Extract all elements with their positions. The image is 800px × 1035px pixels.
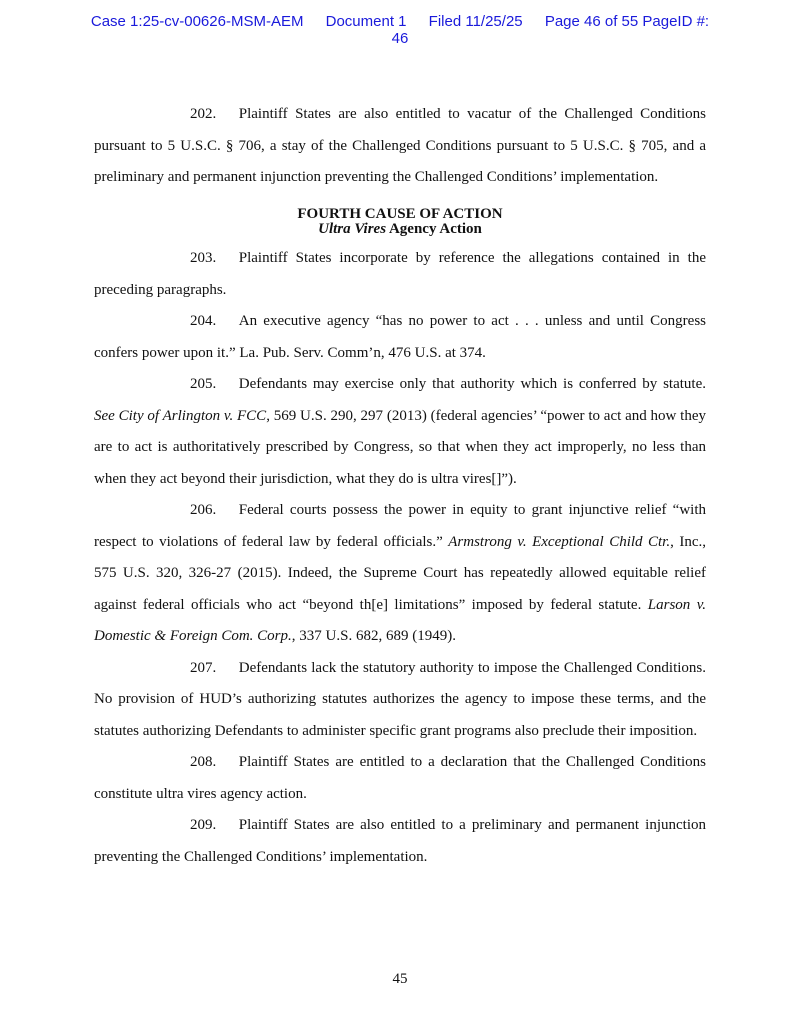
paragraph-text: , Inc., 575 U.S. 320, 326-27 (2015). Indeed, the Supreme Court has repeatedly allowed equitable relief against federal officials who act “beyond th[e] limitations” imposed by federal statute. — [94, 533, 706, 613]
paragraph-number: 205. — [190, 376, 217, 392]
case-number: Case 1:25-cv-00626-MSM-AEM — [90, 13, 304, 30]
case-header — [0, 13, 800, 47]
paragraph — [94, 99, 706, 194]
citation-italic: Larson v. Domestic & Foreign Com. Corp. — [94, 596, 707, 644]
paragraph-text: Defendants lack the statutory authority to impose the Challenged Conditions. No provision of HUD’s authorizing statutes authorizes the agency to impose these terms, and the statutes authorizing Defendants to administer specific grant programs also preclude their imposition. — [94, 659, 706, 739]
paragraph-number: 206. — [190, 502, 217, 518]
paragraph-number: 209. — [190, 817, 217, 833]
paragraph-text: An executive agency “has no power to act . . . unless and until Congress confers power upon it.” La. Pub. Serv. Comm’n, 476 U.S. at 374. — [94, 313, 706, 361]
section-heading — [94, 207, 706, 237]
citation-italic: Armstrong v. Exceptional Child Ctr. — [448, 533, 671, 550]
paragraph — [94, 495, 706, 653]
page-info: Page 46 of 55 PageID #: — [544, 13, 710, 30]
document-number: Document 1 — [325, 13, 407, 30]
paragraph-text: , 569 U.S. 290, 297 (2013) (federal agencies’ “power to act and how they are to act is authoritatively prescribed by Congress, so that when they act improperly, no less than when they act beyond their jurisdiction, what they do is ultra vires[]”). — [94, 407, 706, 487]
page-id: 46 — [391, 30, 409, 47]
paragraph-text: Plaintiff States are also entitled to vacatur of the Challenged Conditions pursuant to 5 U.S.C. § 706, a stay of the Challenged Conditions pursuant to 5 U.S.C. § 705, and a preliminary and permanent injunction preventing the Challenged Conditions’ implementation. — [94, 106, 706, 185]
paragraph-text: Plaintiff States are also entitled to a preliminary and permanent injunction preventing the Challenged Conditions’ implementation. — [94, 817, 706, 865]
paragraph-number: 207. — [190, 659, 217, 676]
paragraph-block-1 — [94, 99, 706, 194]
paragraph-number: 202. — [190, 106, 217, 122]
paragraph-number: 208. — [190, 754, 217, 770]
paragraph-text: Plaintiff States incorporate by reference the allegations contained in the preceding paragraphs. — [94, 250, 706, 298]
paragraph-text: Federal courts possess the power in equity to grant injunctive relief “with respect to violations of federal law by federal officials.” — [94, 502, 706, 550]
paragraph — [94, 306, 706, 369]
paragraph — [94, 369, 706, 495]
paragraph-number: 204. — [190, 313, 217, 329]
heading-subtitle-italic: Ultra Vires — [318, 221, 387, 237]
citation-italic: See City of Arlington v. FCC — [94, 407, 267, 424]
paragraph-text: , 337 U.S. 682, 689 (1949). — [291, 628, 456, 644]
paragraph-number: 203. — [190, 250, 217, 266]
paragraph — [94, 653, 706, 748]
paragraph — [94, 810, 706, 873]
paragraph — [94, 243, 706, 306]
paragraph — [94, 747, 706, 810]
heading-subtitle — [94, 222, 706, 237]
heading-title: FOURTH CAUSE OF ACTION — [297, 206, 503, 222]
page-number: 45 — [392, 971, 408, 987]
paragraph-text: Plaintiff States are entitled to a declaration that the Challenged Conditions constitute ultra vires agency action. — [94, 754, 706, 802]
paragraph-text: Defendants may exercise only that authority which is conferred by statute. — [238, 376, 706, 392]
paragraph-block-2 — [94, 243, 706, 873]
filed-date: Filed 11/25/25 — [428, 13, 523, 30]
heading-subtitle-rest: Agency Action — [386, 221, 482, 237]
